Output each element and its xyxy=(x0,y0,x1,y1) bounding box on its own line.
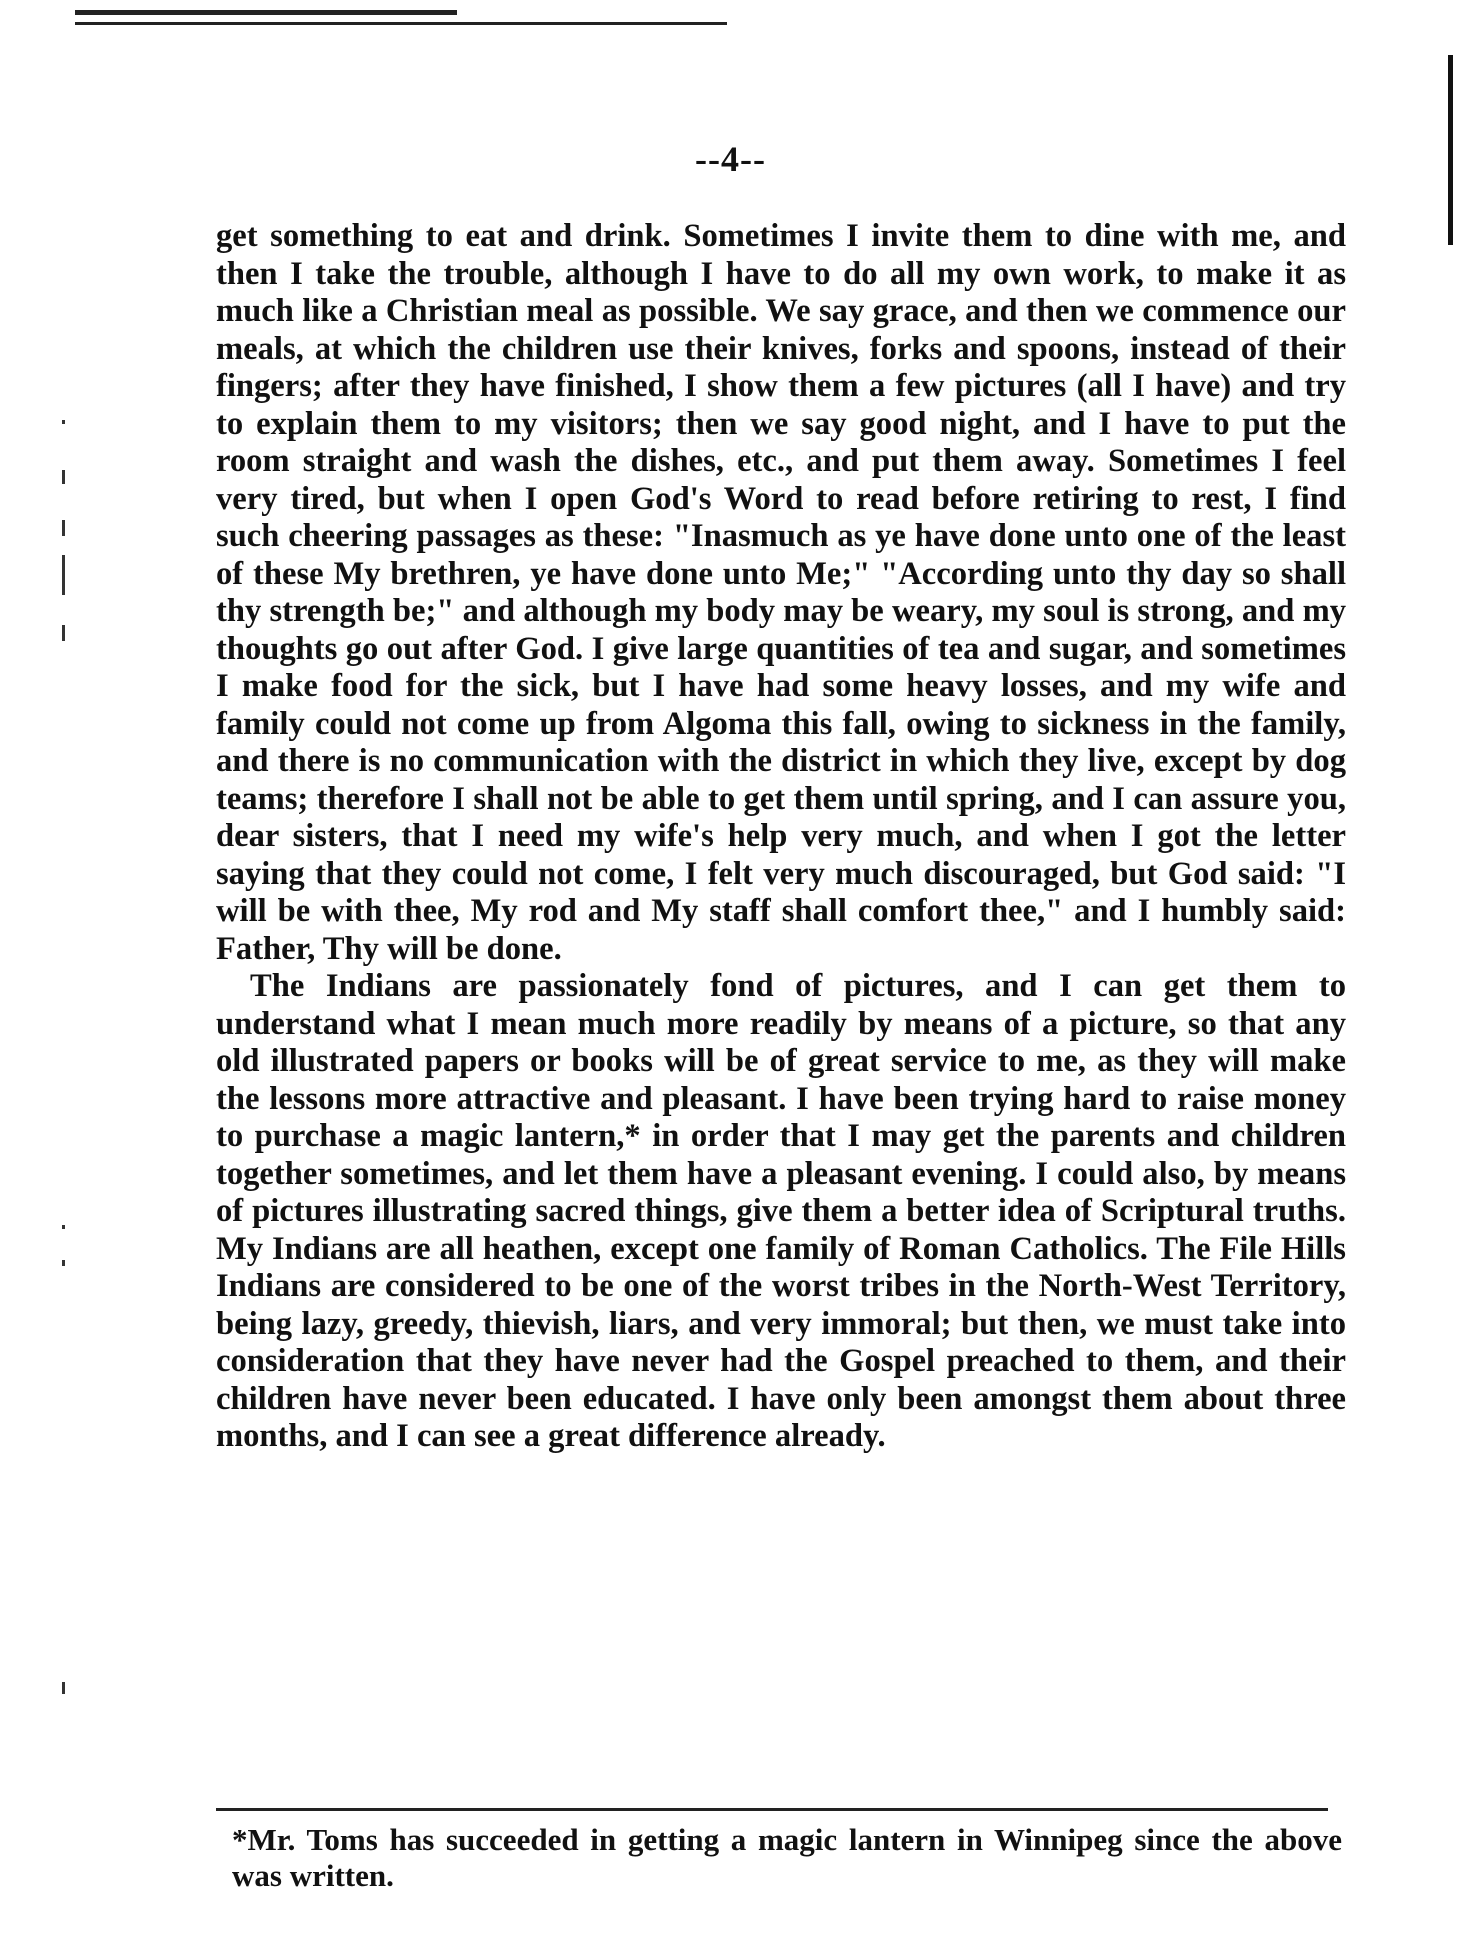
margin-speck xyxy=(62,420,65,424)
margin-speck xyxy=(62,1260,65,1266)
margin-speck xyxy=(62,625,65,641)
margin-speck xyxy=(62,520,65,536)
footnote xyxy=(232,1822,1342,1894)
margin-speck xyxy=(62,470,65,484)
margin-speck xyxy=(62,1682,65,1694)
footnote-divider xyxy=(216,1808,1328,1811)
body-text xyxy=(216,218,1346,1456)
margin-speck xyxy=(62,1225,65,1229)
top-rule-secondary xyxy=(75,22,727,25)
margin-speck xyxy=(62,555,65,595)
top-rule xyxy=(75,10,457,15)
paragraph: get something to eat and drink. Sometimes I invite them to dine with me, and then I take the trouble, although I have to do all my own work, to make it as much like a Christian meal as possible. We say grace, and then we commence our meals, at which the children use their knives, forks and spoons, instead of their fingers; after they have finished, I show them a few pictures (all I have) and try to explain them to my visitors; then we say good night, and I have to put the room straight and wash the dishes, etc., and put them away. Sometimes I feel very tired, but when I open God's Word to read before retiring to rest, I find such cheering passages as these: "Inasmuch as ye have done unto one of the least of these My brethren, ye have done unto Me;" "According unto thy day so shall thy strength be;" and although my body may be weary, my soul is strong, and my thoughts go out after God. I give large quantities of tea and sugar, and sometimes I make food for the sick, but I have had some heavy losses, and my wife and family could not come up from Algoma this fall, owing to sickness in the family, and there is no communication with the district in which they live, except by dog teams; therefore I shall not be able to get them until spring, and I can assure you, dear sisters, that I need my wife's help very much, and when I got the letter saying that they could not come, I felt very much discouraged, but God said: "I will be with thee, My rod and My staff shall comfort thee," and I humbly said: Father, Thy will be done. xyxy=(216,218,1346,967)
paragraph: The Indians are passionately fond of pictures, and I can get them to understand what I mean much more readily by means of a picture, so that any old illustrated papers or books will be of great service to me, as they will make the lessons more attractive and pleasant. I have been trying hard to raise money to purchase a magic lantern,* in order that I may get the parents and children together sometimes, and let them have a pleasant evening. I could also, by means of pictures illustrating sacred things, give them a better idea of Scriptural truths. My Indians are all heathen, except one family of Roman Catholics. The File Hills Indians are considered to be one of the worst tribes in the North-West Territory, being lazy, greedy, thievish, liars, and very immoral; but then, we must take into consideration that they have never had the Gospel preached to them, and their children have never been educated. I have only been amongst them about three months, and I can see a great difference already. xyxy=(216,968,1346,1454)
footnote-text: *Mr. Toms has succeeded in getting a magic lantern in Winnipeg since the above was written. xyxy=(232,1822,1342,1893)
page-number: --4-- xyxy=(695,139,766,179)
